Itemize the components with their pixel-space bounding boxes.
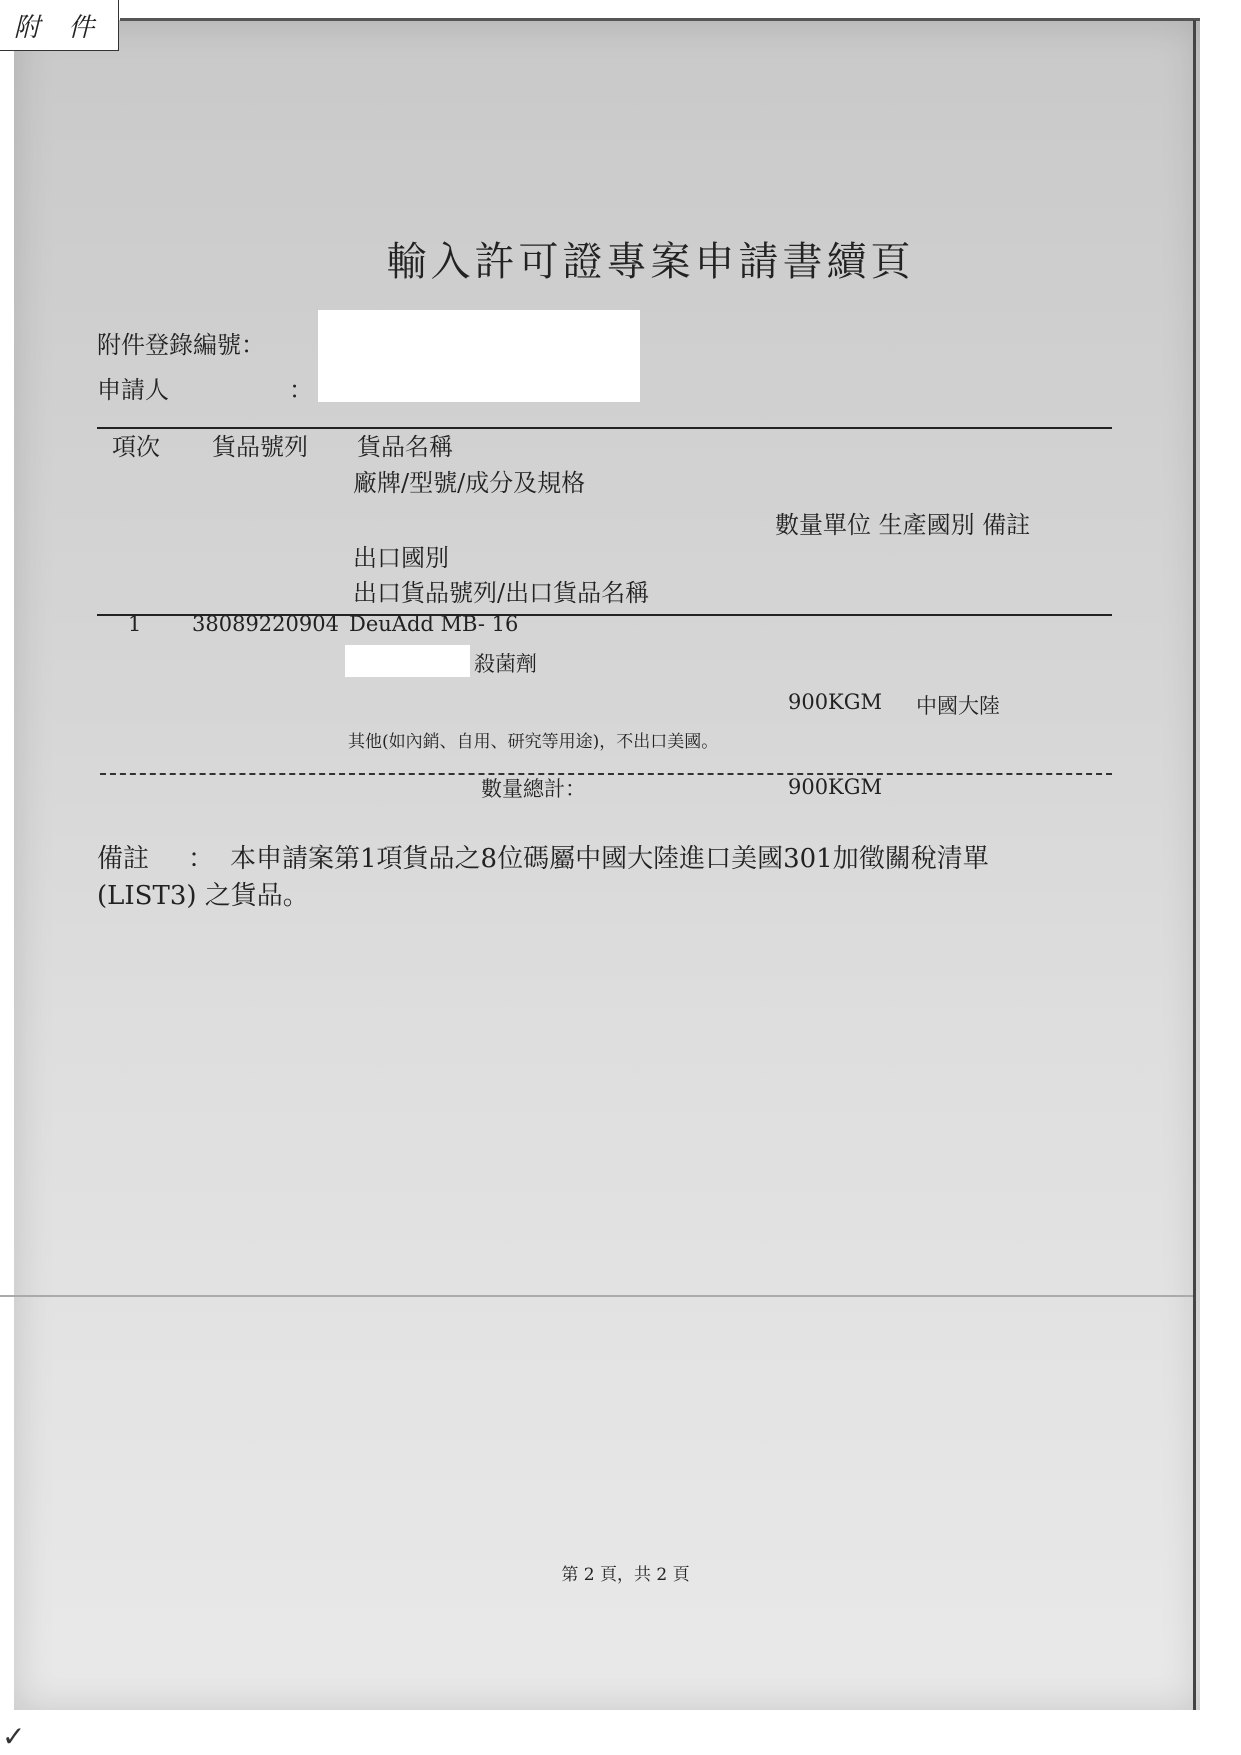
total-dashed-rule: [100, 773, 1112, 775]
total-unit: KGM: [828, 775, 882, 799]
row-unit: KGM: [828, 690, 882, 714]
page-footer: 第 2 頁，共 2 頁: [561, 1565, 690, 1585]
remark-label: 備註: [97, 844, 150, 874]
total-quantity: 900: [788, 775, 829, 799]
applicant-colon: ：: [289, 376, 313, 404]
header-item: 項次: [112, 433, 160, 461]
header-qty-unit-origin-note: 數量單位 生產國別 備註: [775, 511, 1031, 539]
row-export-note: 其他(如內銷、自用、研究等用途)，不出口美國。: [348, 732, 719, 752]
row-quantity: 900: [788, 690, 829, 714]
redacted-spec: [345, 645, 470, 677]
applicant-label: 申請人: [97, 376, 169, 404]
attachment-no-label: 附件登錄編號：: [97, 331, 265, 359]
header-export-code-name: 出口貨品號列/出口貨品名稱: [353, 579, 650, 607]
row-item: 1: [128, 612, 142, 636]
row-spec: 殺菌劑: [474, 652, 537, 676]
redacted-block: [318, 310, 640, 402]
total-label: 數量總計：: [481, 777, 586, 801]
scan-band-line: [0, 1295, 1193, 1297]
row-code: 38089220904: [192, 612, 339, 636]
attachment-stamp: 附 件: [0, 0, 119, 51]
header-brand-spec: 廠牌/型號/成分及規格: [353, 469, 586, 497]
remark-line-2: (LIST3) 之貨品。: [97, 881, 309, 911]
remark-line-1: 本申請案第1項貨品之8位碼屬中國大陸進口美國301加徵關稅清單: [230, 844, 989, 874]
header-code: 貨品號列: [212, 433, 308, 461]
row-name: DeuAdd MB- 16: [349, 612, 519, 636]
checkmark-icon: ✓: [2, 1720, 26, 1753]
header-export-country: 出口國別: [353, 544, 449, 572]
row-origin: 中國大陸: [916, 694, 1000, 718]
remark-colon: ：: [188, 844, 215, 874]
header-name: 貨品名稱: [357, 433, 453, 461]
scan-top-edge: [120, 18, 1200, 21]
document-title: 輸入許可證專案申請書續頁: [386, 239, 915, 285]
